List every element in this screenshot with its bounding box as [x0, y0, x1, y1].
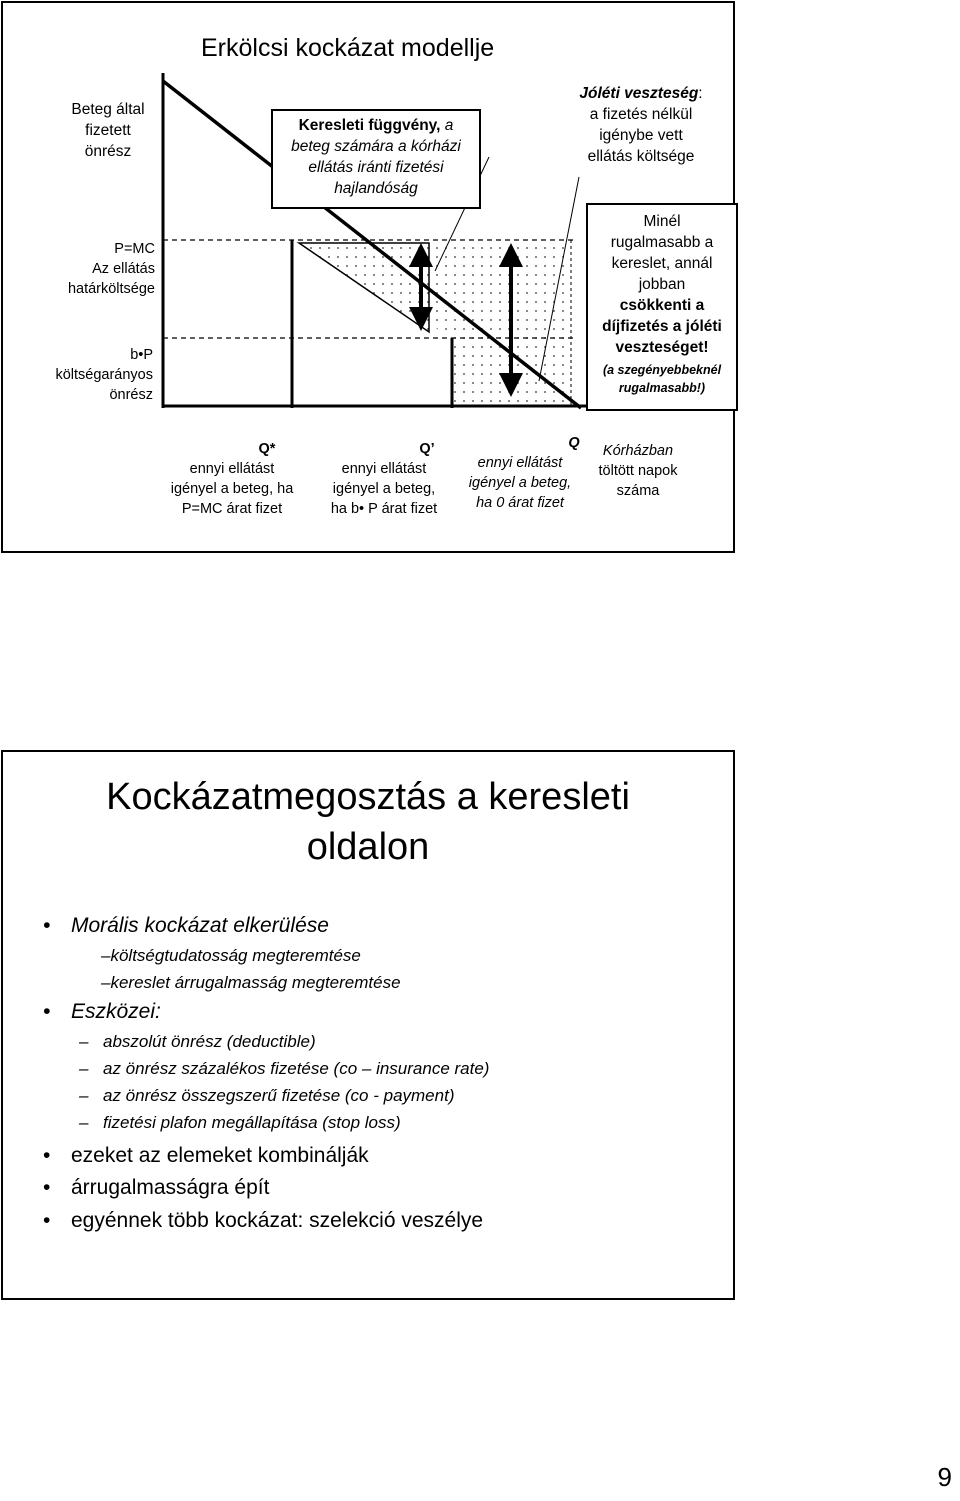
- bullet-dot: •: [43, 1000, 51, 1023]
- welfare-loss-colon: :: [698, 85, 703, 102]
- qprime-line: igényel a beteg,: [332, 481, 436, 497]
- y-label-line: fizetett: [85, 122, 131, 139]
- y-label-line: P=MC: [114, 241, 155, 257]
- elasticity-line: kereslet, annál: [611, 255, 713, 272]
- bullet-moral-hazard: [43, 912, 329, 940]
- y-label-line: önrész: [109, 387, 153, 403]
- y-label-line: határköltsége: [67, 281, 155, 297]
- qstar-line: P=MC árat fizet: [181, 501, 283, 517]
- bullet-elasticity: [43, 1174, 269, 1202]
- welfare-loss-label: [551, 83, 731, 167]
- sub-item: [79, 1084, 454, 1108]
- bullet-dot: •: [43, 1144, 51, 1167]
- demand-box-text: a beteg számára a kórházi ellátás iránti fizetési hajlandóság: [291, 117, 461, 197]
- slide-risk-sharing: [1, 750, 735, 1300]
- bullet-selection: [43, 1207, 483, 1235]
- sub-text: az önrész összegszerű fizetése (co - payment): [103, 1086, 455, 1105]
- x-axis-line: Kórházban: [602, 443, 674, 459]
- q-line: ennyi ellátást: [477, 455, 563, 471]
- sub-item: [79, 1057, 489, 1081]
- qstar-line: ennyi ellátást: [189, 461, 275, 477]
- title-line: Kockázatmegosztás a keresleti: [106, 776, 630, 818]
- elasticity-note: rugalmasabb!): [618, 381, 706, 395]
- qprime-line: ha b• P árat fizet: [330, 501, 438, 517]
- bullet-dot: •: [43, 1176, 51, 1199]
- elasticity-line: rugalmasabb a: [610, 234, 714, 251]
- bullet-text: egyénnek több kockázat: szelekció veszélye: [71, 1209, 484, 1232]
- q-line: igényel a beteg,: [468, 475, 572, 491]
- bullet-dot: •: [43, 914, 51, 937]
- sub-text: költségtudatosság megteremtése: [110, 946, 361, 965]
- title-line: oldalon: [306, 826, 430, 868]
- elasticity-bold-line: veszteséget!: [615, 339, 709, 356]
- dash: –: [79, 1113, 89, 1132]
- page-number: 9: [937, 1462, 952, 1492]
- bullet-text: árrugalmasságra épít: [71, 1176, 270, 1199]
- elasticity-line: Minél: [643, 213, 681, 230]
- welfare-loss-title: Jóléti veszteség: [579, 85, 699, 102]
- sub-text: kereslet árrugalmasság megteremtése: [110, 973, 401, 992]
- sub-item: [101, 971, 401, 995]
- y-label-line: költségarányos: [55, 367, 153, 383]
- bullet-text: Morális kockázat elkerülése: [71, 914, 329, 937]
- x-axis-label: [583, 441, 693, 501]
- demand-function-box: [271, 109, 481, 209]
- slide-title: [3, 772, 733, 872]
- qprime-line: ennyi ellátást: [341, 461, 427, 477]
- slide-title: Erkölcsi kockázat modellje: [201, 34, 495, 62]
- elasticity-box: [586, 203, 738, 411]
- elasticity-line: jobban: [638, 276, 686, 293]
- bullet-text: ezeket az elemeket kombinálják: [71, 1144, 369, 1167]
- x-axis-line: száma: [616, 483, 660, 499]
- sub-item: [79, 1111, 401, 1135]
- welfare-loss-line: a fizetés nélkül: [589, 106, 693, 123]
- y-label-line: önrész: [84, 143, 132, 160]
- q-line: ha 0 árat fizet: [476, 495, 564, 511]
- sub-item: [79, 1030, 316, 1054]
- bullet-dot: •: [43, 1209, 51, 1232]
- qstar-head: Q*: [258, 441, 276, 457]
- elasticity-note: (a szegényebbeknél: [602, 363, 722, 377]
- y-label-line: Az ellátás: [92, 261, 155, 277]
- dash: –: [79, 1086, 89, 1105]
- dash: –: [79, 1059, 89, 1078]
- q-label: [457, 433, 583, 513]
- elasticity-bold-line: csökkenti a: [619, 297, 705, 314]
- bullet-text: Eszközei:: [71, 1000, 161, 1023]
- demand-box-bold: Keresleti függvény,: [298, 117, 441, 134]
- copay-triangle: [299, 243, 429, 332]
- bullet-tools: [43, 998, 161, 1026]
- qstar-line: igényel a beteg, ha: [170, 481, 294, 497]
- sub-item: [101, 944, 361, 968]
- sub-text: abszolút önrész (deductible): [103, 1032, 316, 1051]
- dash: –: [101, 973, 111, 992]
- welfare-loss-line: ellátás költsége: [587, 148, 695, 165]
- qprime-label: [319, 439, 449, 519]
- welfare-loss-line: igénybe vett: [599, 127, 683, 144]
- slide-moral-hazard-model: [1, 1, 735, 553]
- x-axis-line: töltött napok: [598, 463, 678, 479]
- dash: –: [79, 1032, 89, 1051]
- q-head: Q: [568, 435, 580, 451]
- sub-text: az önrész százalékos fizetése (co – insurance rate): [103, 1059, 490, 1078]
- qprime-head: Q’: [419, 441, 435, 457]
- bullet-combine: [43, 1142, 369, 1170]
- dash: –: [101, 946, 111, 965]
- sub-text: fizetési plafon megállapítása (stop loss): [103, 1113, 401, 1132]
- y-label-line: Beteg által: [71, 101, 145, 118]
- y-label-line: b•P: [130, 347, 153, 363]
- elasticity-bold-line: díjfizetés a jóléti: [602, 318, 722, 335]
- qstar-label: [159, 439, 305, 519]
